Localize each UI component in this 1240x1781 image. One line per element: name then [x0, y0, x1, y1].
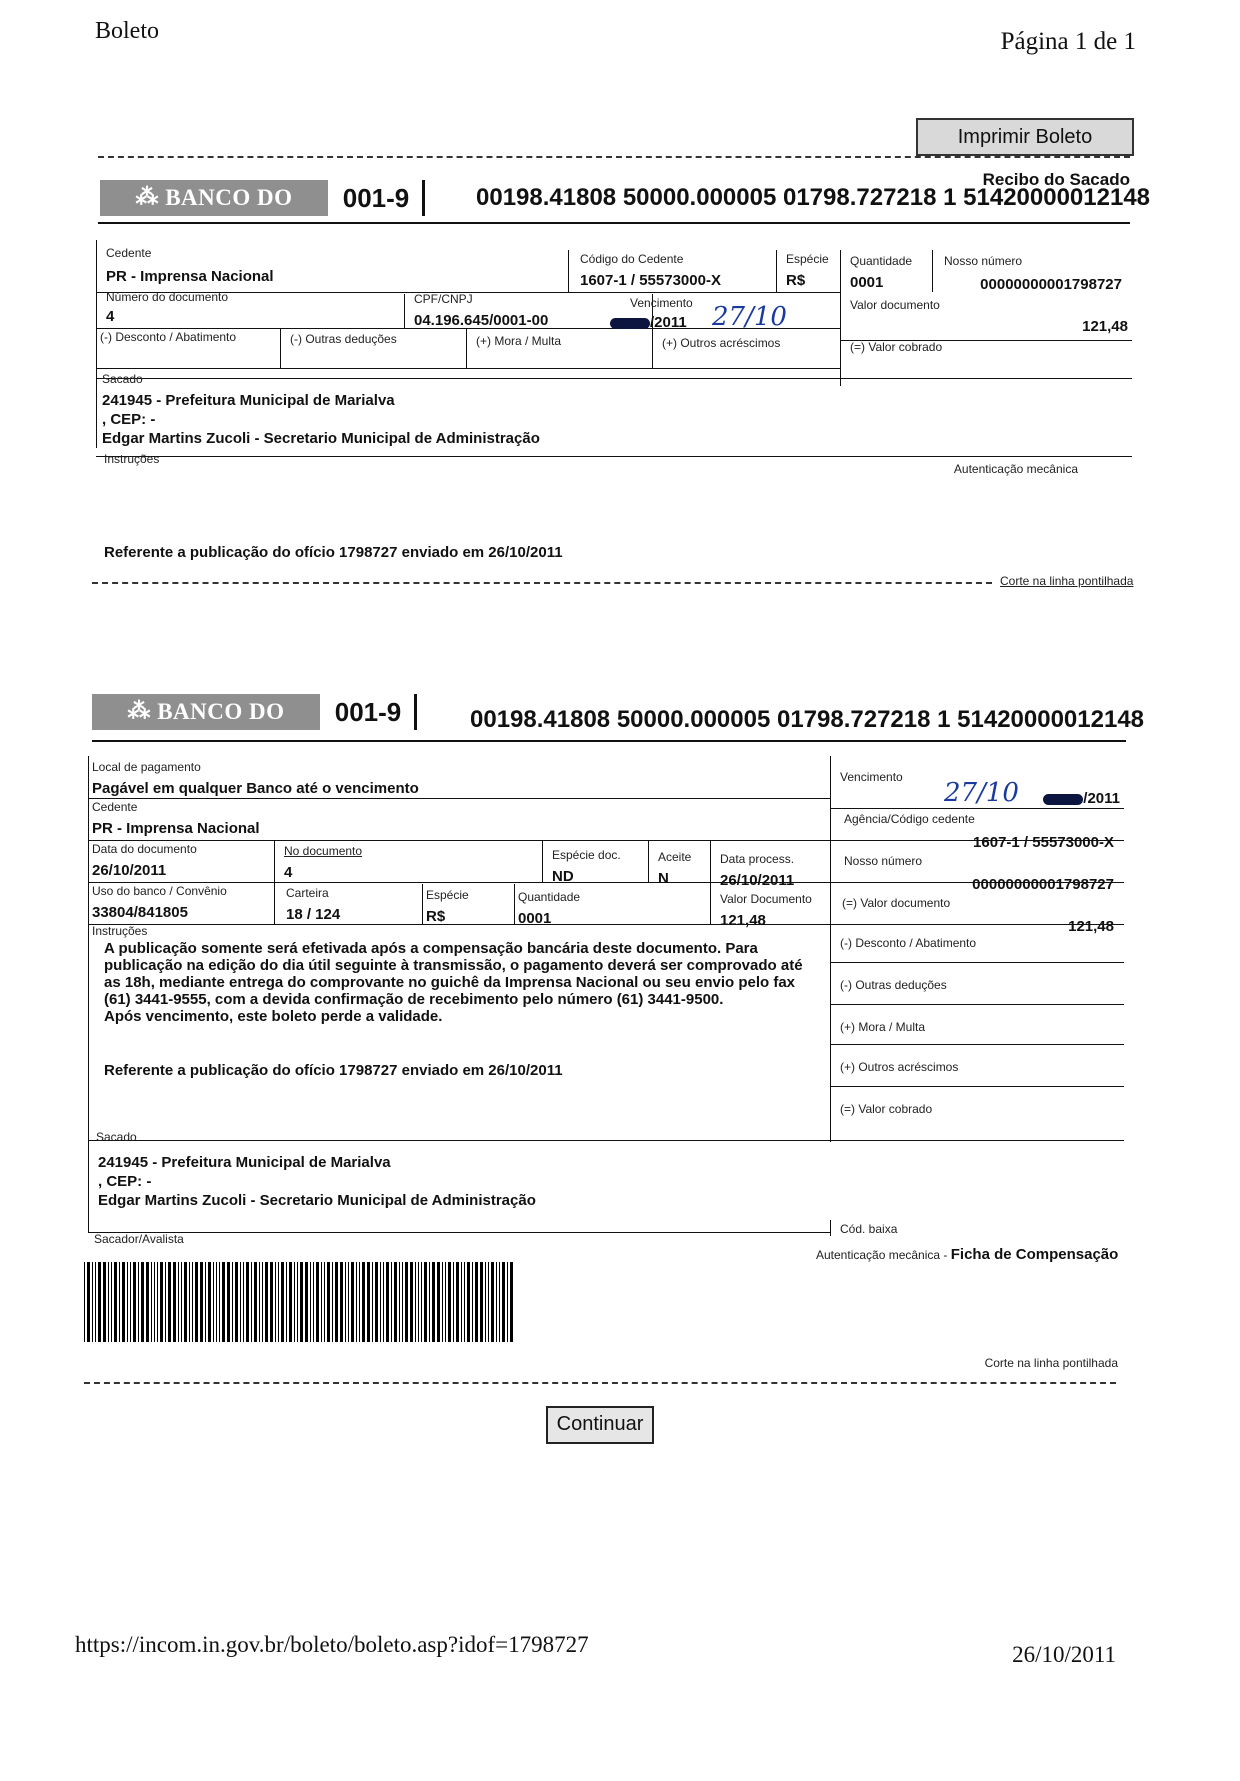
aceite-label: Aceite — [658, 850, 692, 864]
ficha-header-rule — [92, 740, 1126, 742]
ficha-especie-value: R$ — [426, 908, 446, 925]
barcode-bar — [168, 1262, 171, 1342]
ficha-vencimento-label: Vencimento — [840, 770, 903, 784]
receipt-referente: Referente a publicação do ofício 1798727 enviado em 26/10/2011 — [104, 544, 563, 561]
local-pagamento-value: Pagável em qualquer Banco até o vencimento — [92, 780, 419, 797]
handwritten-due-date: 27/10 — [712, 302, 787, 332]
barcode-bar — [386, 1262, 389, 1342]
barcode-bar — [87, 1262, 90, 1342]
barcode-bar — [421, 1262, 422, 1342]
numero-documento-label: Número do documento — [106, 290, 229, 304]
no-documento-label: No documento — [284, 844, 363, 858]
barcode-bar — [507, 1262, 508, 1342]
barcode-bar — [208, 1262, 211, 1342]
codigo-cedente-value: 1607-1 / 55573000-X — [580, 272, 721, 289]
barcode-bar — [95, 1262, 96, 1342]
ficha-cedente-value: PR - Imprensa Nacional — [92, 820, 260, 837]
instrucoes-text: A publicação somente será efetivada após a compensação bancária deste documento. Para publicação na edição do dia útil seguinte à transmissão, o pagamento deverá ser comprovado até as 18h, mediante entrega do comprovante no guichê da Imprensa Nacional ou seu envio pelo fax (61) 3441-9555, com a devida confirmação de recebimento pelo número (61) 3441-9500. Após vencimento, este boleto perde a validade. — [104, 940, 803, 1025]
barcode-bar — [297, 1262, 298, 1342]
barcode-bar — [157, 1262, 158, 1342]
ficha-quantidade-label: Quantidade — [518, 890, 581, 904]
barcode-bar — [235, 1262, 238, 1342]
barcode-bar — [510, 1262, 513, 1342]
barcode-bar — [375, 1262, 378, 1342]
autenticacao-label: Autenticação mecânica — [953, 462, 1078, 476]
footer-date: 26/10/2011 — [1012, 1642, 1116, 1667]
carteira-value: 18 / 124 — [286, 906, 341, 923]
ficha-table — [88, 756, 1124, 1263]
ficha-desconto-label: (-) Desconto / Abatimento — [840, 936, 977, 950]
carteira-label: Carteira — [286, 886, 329, 900]
ficha-corte-label: Corte na linha pontilhada — [984, 1356, 1118, 1370]
quantidade-label: Quantidade — [850, 254, 913, 268]
barcode-bar — [340, 1262, 343, 1342]
nosso-numero-value: 00000000001798727 — [980, 276, 1122, 293]
barcode-bar — [405, 1262, 408, 1342]
data-documento-value: 26/10/2011 — [92, 862, 167, 879]
barcode-bar — [310, 1262, 311, 1342]
barcode-bar — [294, 1262, 295, 1342]
instrucoes-label: Instruções — [104, 452, 160, 466]
barcode-bar — [475, 1262, 478, 1342]
barcode-bar — [111, 1262, 112, 1342]
digitable-line: 00198.41808 50000.000005 01798.727218 1 51420000012148 — [476, 184, 1151, 211]
vencimento-value: /2011 — [610, 314, 687, 331]
barcode-bar — [356, 1262, 357, 1342]
valor-documento-mid-label: Valor Documento — [720, 892, 812, 906]
ficha-sacado-label: Sacado — [96, 1130, 137, 1144]
barcode-bar — [332, 1262, 333, 1342]
barcode-bar — [348, 1262, 349, 1342]
barcode-bar — [335, 1262, 338, 1342]
cpf-cnpj-label: CPF/CNPJ — [414, 292, 473, 306]
ficha-quantidade-value: 0001 — [518, 910, 552, 927]
data-documento-label: Data do documento — [92, 842, 197, 856]
especie-doc-label: Espécie doc. — [552, 848, 621, 862]
cedente-label: Cedente — [106, 246, 152, 260]
barcode-bar — [227, 1262, 230, 1342]
barcode-bar — [127, 1262, 128, 1342]
redaction-blot — [1043, 794, 1083, 805]
ficha-valor-documento-value: 121,48 — [1068, 918, 1114, 935]
barcode-bar — [254, 1262, 257, 1342]
data-process-label: Data process. — [720, 852, 795, 866]
receipt-table — [96, 240, 1132, 476]
barcode-bar — [84, 1262, 85, 1342]
barcode-bar — [453, 1262, 454, 1342]
receipt-cut-line — [92, 582, 992, 584]
barcode-bar — [402, 1262, 403, 1342]
barcode-bar — [445, 1262, 446, 1342]
barcode-bar — [286, 1262, 287, 1342]
ficha-handwritten-due-date: 27/10 — [944, 778, 1019, 808]
bank-logo-icon: ⁂ — [135, 185, 166, 210]
ficha-instrucoes-label: Instruções — [92, 924, 148, 938]
barcode-bar — [429, 1262, 430, 1342]
valor-cobrado-label: (=) Valor cobrado — [850, 340, 943, 354]
barcode-bar — [178, 1262, 179, 1342]
barcode-bar — [391, 1262, 392, 1342]
barcode-bar — [424, 1262, 427, 1342]
barcode-bar — [394, 1262, 397, 1342]
ficha-outras-deducoes-label: (-) Outras deduções — [840, 978, 947, 992]
especie-doc-value: ND — [552, 868, 574, 885]
barcode-bar — [467, 1262, 470, 1342]
digitable-line: 00198.41808 50000.000005 01798.727218 1 51420000012148 — [470, 706, 1145, 733]
ficha-vencimento-value: /2011 — [1043, 790, 1120, 807]
no-documento-value: 4 — [284, 864, 293, 881]
barcode-bar — [281, 1262, 284, 1342]
ficha-valor-documento-label: (=) Valor documento — [842, 896, 951, 910]
barcode-bar — [345, 1262, 346, 1342]
barcode-bar — [432, 1262, 435, 1342]
valor-documento-mid-value: 121,48 — [720, 912, 766, 929]
barcode-bar — [114, 1262, 117, 1342]
ficha-especie-label: Espécie — [426, 888, 469, 902]
barcode-bar — [380, 1262, 381, 1342]
barcode-bar — [496, 1262, 497, 1342]
barcode-bar — [122, 1262, 125, 1342]
valor-documento-label: Valor documento — [850, 298, 940, 312]
barcode-bar — [240, 1262, 241, 1342]
barcode-bar — [189, 1262, 190, 1342]
local-pagamento-label: Local de pagamento — [92, 760, 201, 774]
ficha-sacado-line-3: Edgar Martins Zucoli - Secretario Municipal de Administração — [98, 1192, 536, 1209]
barcode-bar — [103, 1262, 106, 1342]
barcode-bar — [154, 1262, 155, 1342]
barcode-bar — [305, 1262, 308, 1342]
bank-code: 001-9 — [330, 180, 425, 216]
sacado-line-3: Edgar Martins Zucoli - Secretario Municipal de Administração — [102, 430, 540, 447]
barcode-bar — [480, 1262, 483, 1342]
codigo-cedente-label: Código do Cedente — [580, 252, 684, 266]
barcode-bar — [316, 1262, 319, 1342]
barcode-bar — [98, 1262, 101, 1342]
desconto-label: (-) Desconto / Abatimento — [100, 330, 237, 344]
sacado-line-1: 241945 - Prefeitura Municipal de Marialva — [102, 392, 395, 409]
barcode-bar — [415, 1262, 416, 1342]
cpf-cnpj-value: 04.196.645/0001-00 — [414, 312, 549, 329]
barcode-bar — [222, 1262, 225, 1342]
barcode-bar — [133, 1262, 136, 1342]
barcode-bar — [359, 1262, 360, 1342]
barcode-bar — [160, 1262, 163, 1342]
barcode-bar — [213, 1262, 214, 1342]
ficha-bank-header — [92, 694, 1145, 760]
barcode-bar — [275, 1262, 276, 1342]
barcode-bar — [472, 1262, 473, 1342]
barcode-bar — [499, 1262, 500, 1342]
valor-documento-value: 121,48 — [1082, 318, 1128, 335]
continue-button[interactable]: Continuar — [546, 1406, 654, 1444]
mora-multa-label: (+) Mora / Multa — [476, 334, 562, 348]
ficha-valor-cobrado-label: (=) Valor cobrado — [840, 1102, 933, 1116]
barcode-bar — [351, 1262, 354, 1342]
barcode-bar — [259, 1262, 260, 1342]
agencia-codigo-value: 1607-1 / 55573000-X — [973, 834, 1114, 851]
ficha-outros-acrescimos-label: (+) Outros acréscimos — [840, 1060, 959, 1074]
bank-logo: ⁂ BANCO DO BRASIL — [100, 180, 328, 216]
ficha-sacado-line-2: , CEP: - — [98, 1173, 152, 1190]
especie-value: R$ — [786, 272, 806, 289]
barcode-bar — [151, 1262, 152, 1342]
barcode-bar — [324, 1262, 325, 1342]
uso-banco-value: 33804/841805 — [92, 904, 188, 921]
nosso-numero-value: 00000000001798727 — [972, 876, 1114, 893]
barcode-bar — [195, 1262, 198, 1342]
barcode-bar — [119, 1262, 120, 1342]
agencia-codigo-label: Agência/Código cedente — [844, 812, 975, 826]
footer-url: https://incom.in.gov.br/boleto/boleto.asp?idof=1798727 — [75, 1632, 589, 1657]
barcode-bar — [219, 1262, 220, 1342]
barcode-bar — [383, 1262, 384, 1342]
redaction-blot — [610, 318, 650, 329]
barcode-bar — [437, 1262, 440, 1342]
barcode-bar — [192, 1262, 193, 1342]
barcode-bar — [138, 1262, 139, 1342]
barcode-bar — [289, 1262, 292, 1342]
barcode-bar — [456, 1262, 459, 1342]
ficha-sacado-line-1: 241945 - Prefeitura Municipal de Marialva — [98, 1154, 391, 1171]
nosso-numero-label: Nosso número — [944, 254, 1023, 268]
outros-acrescimos-label: (+) Outros acréscimos — [662, 336, 781, 350]
barcode-bar — [92, 1262, 93, 1342]
especie-label: Espécie — [786, 252, 829, 266]
barcode-bar — [181, 1262, 182, 1342]
ficha-cedente-label: Cedente — [92, 800, 138, 814]
barcode-bar — [491, 1262, 494, 1342]
vencimento-label: Vencimento — [630, 296, 693, 310]
barcode-bar — [327, 1262, 330, 1342]
barcode-bar — [146, 1262, 149, 1342]
barcode-bar — [246, 1262, 249, 1342]
barcode-bar — [270, 1262, 273, 1342]
barcode-bar — [372, 1262, 373, 1342]
barcode-bar — [173, 1262, 176, 1342]
barcode-bar — [184, 1262, 187, 1342]
bank-code: 001-9 — [322, 694, 417, 730]
barcode-bar — [232, 1262, 233, 1342]
barcode-bar — [300, 1262, 303, 1342]
receipt-heading: Recibo do Sacado — [982, 170, 1130, 189]
barcode-bar — [265, 1262, 268, 1342]
data-process-value: 26/10/2011 — [720, 872, 795, 889]
barcode-bar — [243, 1262, 244, 1342]
sacador-label: Sacador/Avalista — [94, 1232, 184, 1246]
barcode-bar — [502, 1262, 505, 1342]
barcode-bar — [410, 1262, 413, 1342]
barcode-bar — [262, 1262, 263, 1342]
barcode-bar — [165, 1262, 166, 1342]
sacado-line-2: , CEP: - — [102, 411, 156, 428]
barcode-bar — [399, 1262, 400, 1342]
barcode-bar — [278, 1262, 279, 1342]
page-title: Boleto — [95, 18, 159, 44]
sacado-label: Sacado — [102, 372, 143, 386]
barcode-bar — [362, 1262, 365, 1342]
barcode-bar — [205, 1262, 206, 1342]
barcode-bar — [448, 1262, 451, 1342]
receipt-bank-header — [100, 180, 1151, 246]
barcode-bar — [461, 1262, 462, 1342]
page-number: Página 1 de 1 — [1000, 28, 1136, 55]
ficha-cut-line — [84, 1382, 1116, 1384]
quantidade-value: 0001 — [850, 274, 884, 291]
barcode-bar — [464, 1262, 465, 1342]
barcode-bar — [141, 1262, 144, 1342]
barcode-bar — [442, 1262, 443, 1342]
outras-deducoes-label: (-) Outras deduções — [290, 332, 397, 346]
barcode-bar — [418, 1262, 419, 1342]
uso-banco-label: Uso do banco / Convênio — [92, 884, 227, 898]
barcode-bar — [216, 1262, 217, 1342]
ficha-mora-multa-label: (+) Mora / Multa — [840, 1020, 926, 1034]
barcode — [84, 1262, 712, 1342]
bank-logo-icon: ⁂ — [127, 699, 158, 724]
bank-logo: ⁂ BANCO DO BRASIL — [92, 694, 320, 730]
barcode-bar — [251, 1262, 252, 1342]
ficha-referente: Referente a publicação do ofício 1798727 enviado em 26/10/2011 — [104, 1062, 563, 1079]
barcode-bar — [485, 1262, 486, 1342]
barcode-bar — [200, 1262, 203, 1342]
print-boleto-button[interactable]: Imprimir Boleto — [916, 118, 1134, 156]
barcode-bar — [488, 1262, 489, 1342]
barcode-bar — [108, 1262, 109, 1342]
barcode-bar — [130, 1262, 131, 1342]
barcode-bar — [313, 1262, 314, 1342]
numero-documento-value: 4 — [106, 308, 115, 325]
aceite-value: N — [658, 870, 669, 887]
top-cut-line — [98, 156, 1130, 158]
cod-baixa-label: Cód. baixa — [840, 1222, 898, 1236]
receipt-corte-label: Corte na linha pontilhada — [1000, 574, 1134, 588]
autenticacao-label: Autenticação mecânica - Ficha de Compensação — [816, 1246, 1119, 1263]
nosso-numero-label: Nosso número — [844, 854, 923, 868]
barcode-bar — [321, 1262, 322, 1342]
cedente-value: PR - Imprensa Nacional — [106, 268, 274, 285]
barcode-bar — [367, 1262, 370, 1342]
header-rule — [98, 222, 1130, 224]
